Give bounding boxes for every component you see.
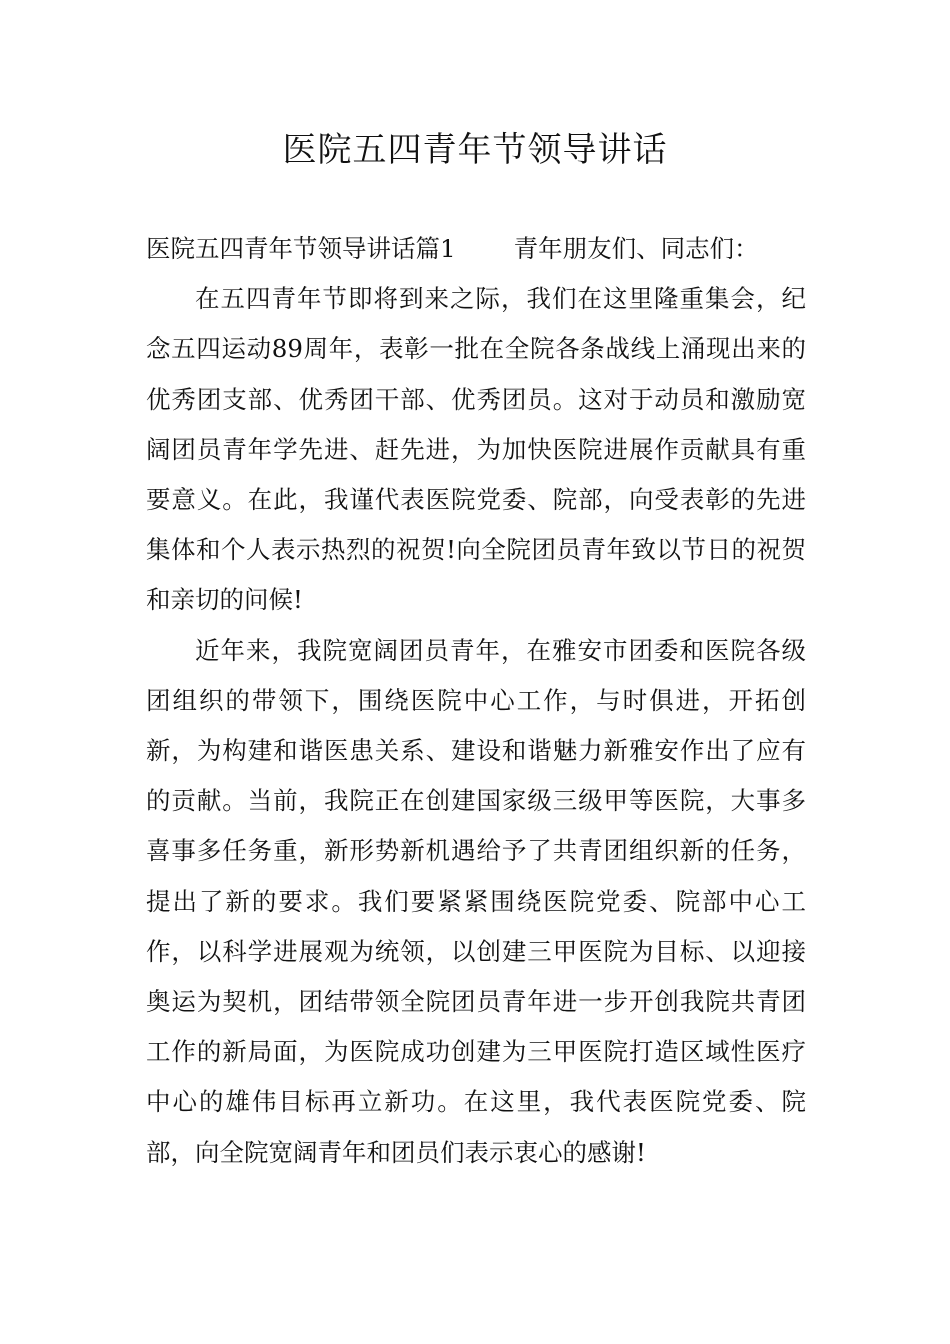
speech-subtitle: 医院五四青年节领导讲话篇1 — [146, 234, 456, 263]
document-body — [146, 224, 806, 1178]
intro-line — [146, 224, 806, 274]
paragraph-2: 近年来，我院宽阔团员青年，在雅安市团委和医院各级团组织的带领下，围绕医院中心工作，与时俱进，开拓创新，为构建和谐医患关系、建设和谐魅力新雅安作出了应有的贡献。当前，我院正在创建国家级三级甲等医院，大事多喜事多任务重，新形势新机遇给予了共青团组织新的任务，提出了新的要求。我们要紧紧围绕医院党委、院部中心工作，以科学进展观为统领，以创建三甲医院为目标、以迎接奥运为契机，团结带领全院团员青年进一步开创我院共青团工作的新局面，为医院成功创建为三甲医院打造区域性医疗中心的雄伟目标再立新功。在这里，我代表医院党委、院部，向全院宽阔青年和团员们表示衷心的感谢! — [146, 635, 806, 1167]
greeting: 青年朋友们、同志们： — [513, 234, 759, 263]
document-title: 医院五四青年节领导讲话 — [282, 130, 668, 170]
paragraph-1: 在五四青年节即将到来之际，我们在这里隆重集会，纪念五四运动89周年，表彰一批在全院各条战线上涌现出来的优秀团支部、优秀团干部、优秀团员。这对于动员和激励宽阔团员青年学先进、赶先进，为加快医院进展作贡献具有重要意义。在此，我谨代表医院党委、院部，向受表彰的先进集体和个人表示热烈的祝贺!向全院团员青年致以节日的祝贺和亲切的问候! — [146, 284, 806, 615]
